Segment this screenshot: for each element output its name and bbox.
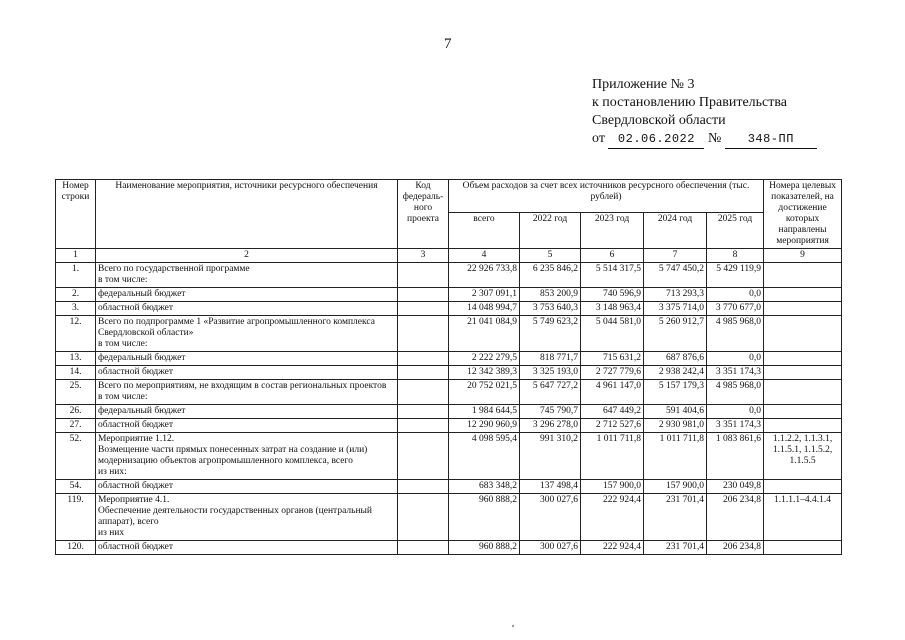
amount-2023-cell: 2 712 527,6 — [581, 419, 644, 433]
row-number-cell: 27. — [56, 419, 96, 433]
header-2023: 2023 год — [581, 213, 644, 249]
column-number: 8 — [707, 249, 764, 263]
amount-2022-cell: 6 235 846,2 — [520, 263, 581, 288]
amount-2022-cell: 3 296 278,0 — [520, 419, 581, 433]
table-row — [56, 316, 842, 352]
amount-2022-cell: 5 647 727,2 — [520, 380, 581, 405]
amount-2024-cell: 5 260 912,7 — [644, 316, 707, 352]
row-name-cell: Мероприятие 1.12. Возмещение части прямых понесенных затрат на создание и (или) модернизацию объектов агропромышленного комплекса, всего из них: — [96, 433, 398, 480]
table-row — [56, 263, 842, 288]
table-row — [56, 541, 842, 555]
total-cell: 960 888,2 — [449, 541, 520, 555]
table-row — [56, 366, 842, 380]
federal-code-cell — [398, 405, 449, 419]
targets-cell — [764, 366, 842, 380]
targets-cell: 1.1.1.1–4.4.1.4 — [764, 494, 842, 541]
federal-code-cell — [398, 316, 449, 352]
amount-2023-cell: 1 011 711,8 — [581, 433, 644, 480]
column-number: 2 — [96, 249, 398, 263]
column-number: 7 — [644, 249, 707, 263]
row-number-cell: 13. — [56, 352, 96, 366]
amount-2024-cell: 687 876,6 — [644, 352, 707, 366]
amount-2025-cell: 0,0 — [707, 288, 764, 302]
amount-2023-cell: 222 924,4 — [581, 494, 644, 541]
targets-cell — [764, 263, 842, 288]
column-number: 6 — [581, 249, 644, 263]
amount-2025-cell: 5 429 119,9 — [707, 263, 764, 288]
row-name-cell: Мероприятие 4.1. Обеспечение деятельности государственных органов (центральный аппарат), всего из них — [96, 494, 398, 541]
from-label: от — [592, 131, 605, 146]
row-name-cell: областной бюджет — [96, 541, 398, 555]
federal-code-cell — [398, 352, 449, 366]
appendix-title: Приложение № 3 — [592, 77, 695, 92]
total-cell: 683 348,2 — [449, 480, 520, 494]
header-row — [56, 180, 842, 213]
targets-cell — [764, 302, 842, 316]
row-number-cell: 14. — [56, 366, 96, 380]
amount-2025-cell: 1 083 861,6 — [707, 433, 764, 480]
amount-2023-cell: 5 044 581,0 — [581, 316, 644, 352]
appendix-decree: к постановлению Правительства — [592, 95, 788, 110]
amount-2023-cell: 3 148 963,4 — [581, 302, 644, 316]
header-2022: 2022 год — [520, 213, 581, 249]
row-name-cell: областной бюджет — [96, 480, 398, 494]
row-name-cell: федеральный бюджет — [96, 288, 398, 302]
targets-cell — [764, 288, 842, 302]
total-cell: 22 926 733,8 — [449, 263, 520, 288]
header-2025: 2025 год — [707, 213, 764, 249]
amount-2025-cell: 4 985 968,0 — [707, 316, 764, 352]
amount-2022-cell: 300 027,6 — [520, 541, 581, 555]
header-row-number: Номер строки — [56, 180, 96, 249]
table-row — [56, 494, 842, 541]
amount-2022-cell: 3 325 193,0 — [520, 366, 581, 380]
federal-code-cell — [398, 419, 449, 433]
amount-2025-cell: 0,0 — [707, 352, 764, 366]
federal-code-cell — [398, 433, 449, 480]
amount-2024-cell: 1 011 711,8 — [644, 433, 707, 480]
row-name-cell: областной бюджет — [96, 366, 398, 380]
amount-2025-cell: 4 985 968,0 — [707, 380, 764, 405]
table-row — [56, 433, 842, 480]
appendix-date-line — [592, 130, 817, 149]
decree-number: 348-ПП — [725, 130, 817, 149]
federal-code-cell — [398, 302, 449, 316]
appendix-block — [592, 76, 817, 149]
total-cell: 2 222 279,5 — [449, 352, 520, 366]
federal-code-cell — [398, 541, 449, 555]
amount-2024-cell: 2 930 981,0 — [644, 419, 707, 433]
table-row — [56, 380, 842, 405]
header-name: Наименование мероприятия, источники ресурсного обеспечения — [96, 180, 398, 249]
amount-2023-cell: 740 596,9 — [581, 288, 644, 302]
total-cell: 2 307 091,1 — [449, 288, 520, 302]
row-number-cell: 25. — [56, 380, 96, 405]
amount-2024-cell: 157 900,0 — [644, 480, 707, 494]
scan-speck — [512, 625, 514, 627]
amount-2022-cell: 853 200,9 — [520, 288, 581, 302]
header-expenses: Объем расходов за счет всех источников ресурсного обеспечения (тыс. рублей) — [449, 180, 764, 213]
amount-2024-cell: 231 701,4 — [644, 541, 707, 555]
targets-cell — [764, 541, 842, 555]
amount-2022-cell: 745 790,7 — [520, 405, 581, 419]
appendix-region: Свердловской области — [592, 113, 726, 128]
targets-cell — [764, 480, 842, 494]
total-cell: 1 984 644,5 — [449, 405, 520, 419]
row-number-cell: 12. — [56, 316, 96, 352]
amount-2023-cell: 647 449,2 — [581, 405, 644, 419]
amount-2022-cell: 300 027,6 — [520, 494, 581, 541]
amount-2024-cell: 5 747 450,2 — [644, 263, 707, 288]
row-number-cell: 119. — [56, 494, 96, 541]
header-federal-code: Код федераль-ного проекта — [398, 180, 449, 249]
row-number-cell: 54. — [56, 480, 96, 494]
column-number-row — [56, 249, 842, 263]
amount-2022-cell: 818 771,7 — [520, 352, 581, 366]
total-cell: 12 290 960,9 — [449, 419, 520, 433]
row-name-cell: Всего по подпрограмме 1 «Развитие агропромышленного комплекса Свердловской области» в том числе: — [96, 316, 398, 352]
total-cell: 12 342 389,3 — [449, 366, 520, 380]
row-name-cell: Всего по мероприятиям, не входящим в состав региональных проектов в том числе: — [96, 380, 398, 405]
column-number: 4 — [449, 249, 520, 263]
amount-2025-cell: 3 351 174,3 — [707, 419, 764, 433]
row-number-cell: 1. — [56, 263, 96, 288]
table-row — [56, 302, 842, 316]
row-name-cell: федеральный бюджет — [96, 405, 398, 419]
amount-2022-cell: 991 310,2 — [520, 433, 581, 480]
expenses-table — [55, 179, 842, 555]
federal-code-cell — [398, 380, 449, 405]
page-number: 7 — [444, 36, 452, 52]
row-name-cell: областной бюджет — [96, 419, 398, 433]
federal-code-cell — [398, 288, 449, 302]
targets-cell — [764, 405, 842, 419]
row-name-cell: Всего по государственной программе в том числе: — [96, 263, 398, 288]
column-number: 5 — [520, 249, 581, 263]
amount-2023-cell: 2 727 779,6 — [581, 366, 644, 380]
federal-code-cell — [398, 494, 449, 541]
number-label: № — [707, 131, 722, 146]
federal-code-cell — [398, 366, 449, 380]
total-cell: 4 098 595,4 — [449, 433, 520, 480]
amount-2024-cell: 591 404,6 — [644, 405, 707, 419]
total-cell: 960 888,2 — [449, 494, 520, 541]
amount-2025-cell: 3 351 174,3 — [707, 366, 764, 380]
amount-2022-cell: 137 498,4 — [520, 480, 581, 494]
table-row — [56, 480, 842, 494]
targets-cell — [764, 352, 842, 366]
total-cell: 14 048 994,7 — [449, 302, 520, 316]
targets-cell — [764, 380, 842, 405]
amount-2025-cell: 206 234,8 — [707, 541, 764, 555]
amount-2023-cell: 715 631,2 — [581, 352, 644, 366]
table-row — [56, 288, 842, 302]
amount-2024-cell: 5 157 179,3 — [644, 380, 707, 405]
amount-2025-cell: 230 049,8 — [707, 480, 764, 494]
column-number: 1 — [56, 249, 96, 263]
row-name-cell: федеральный бюджет — [96, 352, 398, 366]
amount-2023-cell: 5 514 317,5 — [581, 263, 644, 288]
total-cell: 21 041 084,9 — [449, 316, 520, 352]
federal-code-cell — [398, 480, 449, 494]
amount-2025-cell: 3 770 677,0 — [707, 302, 764, 316]
amount-2024-cell: 231 701,4 — [644, 494, 707, 541]
column-number: 9 — [764, 249, 842, 263]
row-name-cell: областной бюджет — [96, 302, 398, 316]
amount-2022-cell: 5 749 623,2 — [520, 316, 581, 352]
amount-2024-cell: 3 375 714,0 — [644, 302, 707, 316]
table-row — [56, 405, 842, 419]
targets-cell — [764, 419, 842, 433]
row-number-cell: 120. — [56, 541, 96, 555]
targets-cell: 1.1.2.2, 1.1.3.1, 1.1.5.1, 1.1.5.2, 1.1.5.5 — [764, 433, 842, 480]
amount-2023-cell: 4 961 147,0 — [581, 380, 644, 405]
amount-2025-cell: 0,0 — [707, 405, 764, 419]
table-row — [56, 352, 842, 366]
amount-2024-cell: 713 293,3 — [644, 288, 707, 302]
row-number-cell: 52. — [56, 433, 96, 480]
amount-2022-cell: 3 753 640,3 — [520, 302, 581, 316]
amount-2024-cell: 2 938 242,4 — [644, 366, 707, 380]
targets-cell — [764, 316, 842, 352]
table-row — [56, 419, 842, 433]
row-number-cell: 3. — [56, 302, 96, 316]
decree-date: 02.06.2022 — [608, 130, 704, 149]
header-2024: 2024 год — [644, 213, 707, 249]
header-targets: Номера целевых показателей, на достижение которых направлены мероприятия — [764, 180, 842, 249]
federal-code-cell — [398, 263, 449, 288]
amount-2023-cell: 157 900,0 — [581, 480, 644, 494]
amount-2025-cell: 206 234,8 — [707, 494, 764, 541]
header-total: всего — [449, 213, 520, 249]
row-number-cell: 26. — [56, 405, 96, 419]
column-number: 3 — [398, 249, 449, 263]
amount-2023-cell: 222 924,4 — [581, 541, 644, 555]
row-number-cell: 2. — [56, 288, 96, 302]
total-cell: 20 752 021,5 — [449, 380, 520, 405]
